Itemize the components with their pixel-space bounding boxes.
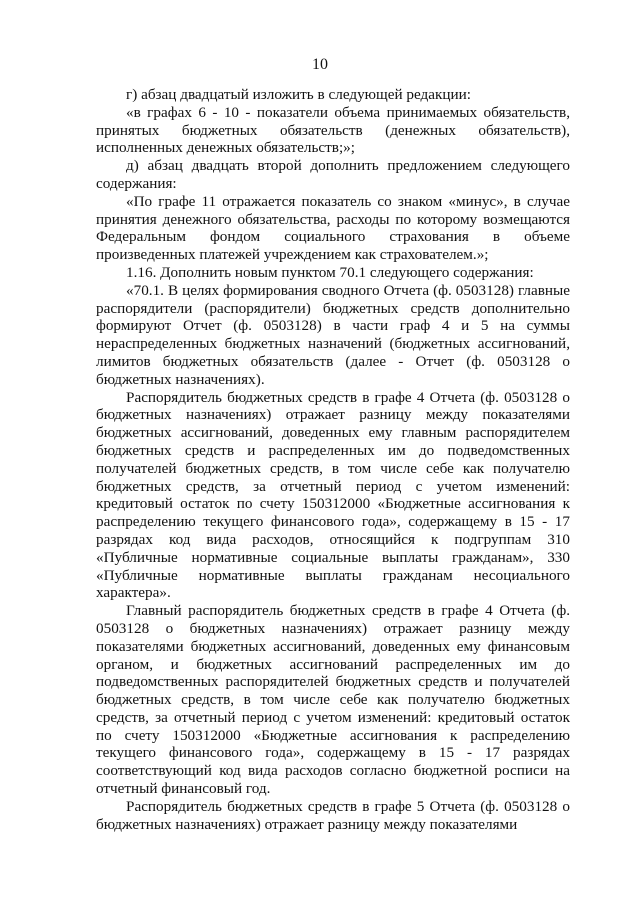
- paragraph: Распорядитель бюджетных средств в графе 5 Отчета (ф. 0503128 о бюджетных назначениях) отражает разницу между показателями: [96, 797, 570, 833]
- paragraph: Главный распорядитель бюджетных средств в графе 4 Отчета (ф. 0503128 о бюджетных назначениях) отражает разницу между показателями бюджетных ассигнований, доведенных ему финансовым органом, и бюджетных ассигнований распределенных им до подведомственных распорядителей бюджетных средств и получателей бюджетных средств, в том числе себе как получателю бюджетных средств, за отчетный период с учетом изменений: кредитовый остаток по счету 150312000 «Бюджетные ассигнования к распределению текущего финансового года», содержащему в 15 - 17 разрядах соответствующий код вида расходов согласно бюджетной росписи на отчетный финансовый год.: [96, 602, 570, 798]
- paragraph: д) абзац двадцать второй дополнить предложением следующего содержания:: [96, 157, 570, 192]
- paragraph: «70.1. В целях формирования сводного Отчета (ф. 0503128) главные распорядители (распорядители) бюджетных средств дополнительно формируют Отчет (ф. 0503128) в части граф 4 и 5 на суммы нераспределенных бюджетных назначений (бюджетных ассигнований, лимитов бюджетных обязательств (далее - Отчет (ф. 0503128 о бюджетных назначениях).: [96, 281, 570, 388]
- document-body: [96, 86, 570, 833]
- paragraph: «По графе 11 отражается показатель со знаком «минус», в случае принятия денежного обязательства, расходы по которому возмещаются Федеральным фондом социального страхования в объеме произведенных платежей учреждением как страхователем.»;: [96, 192, 570, 264]
- paragraph: г) абзац двадцатый изложить в следующей редакции:: [126, 86, 471, 103]
- page-number: 10: [312, 56, 328, 73]
- paragraph: Распорядитель бюджетных средств в графе 4 Отчета (ф. 0503128 о бюджетных назначениях) отражает разницу между показателями бюджетных ассигнований, доведенных ему главным распорядителем бюджетных средств и распределенных им до подведомственных получателей бюджетных средств, в том числе себе как получателю бюджетных средств, за отчетный период с учетом изменений: кредитовый остаток по счету 150312000 «Бюджетные ассигнования к распределению текущего финансового года», содержащему в 15 - 17 разрядах код вида расходов, относящийся к подгруппам 310 «Публичные нормативные социальные выплаты гражданам», 330 «Публичные нормативные выплаты гражданам несоциального характера».: [96, 388, 570, 602]
- paragraph: «в графах 6 - 10 - показатели объема принимаемых обязательств, принятых бюджетных обязательств (денежных обязательств), исполненных денежных обязательств;»;: [96, 103, 570, 157]
- paragraph: 1.16. Дополнить новым пунктом 70.1 следующего содержания:: [126, 263, 534, 281]
